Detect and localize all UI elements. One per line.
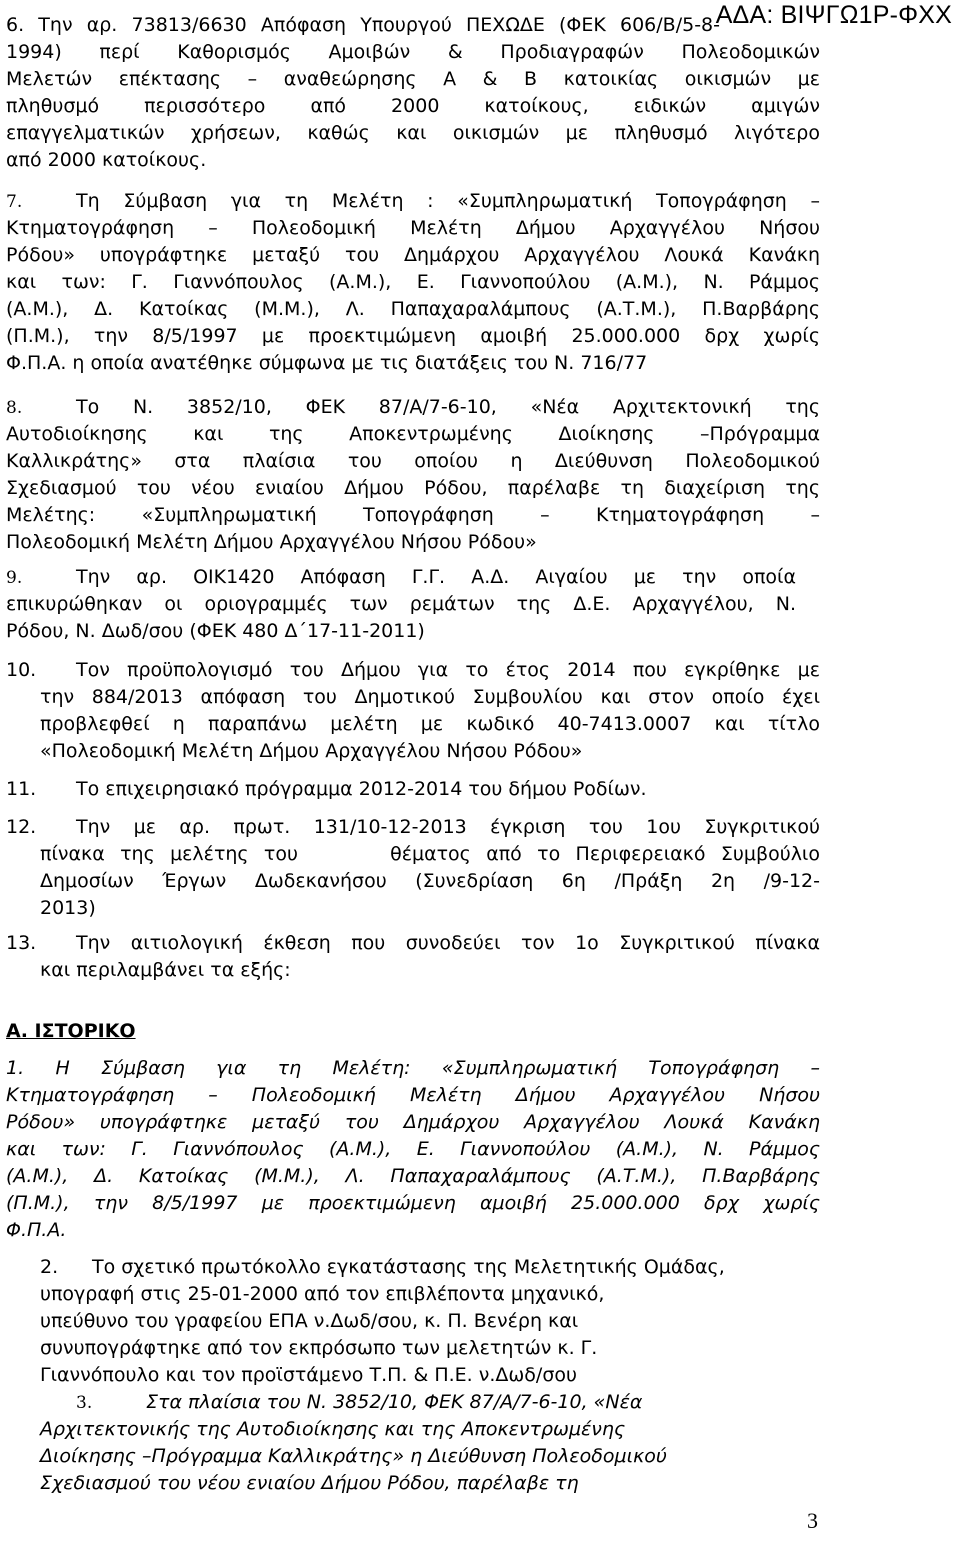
history-1-line: 1. Η Σύμβαση για τη Μελέτη: «Συμπληρωματική Τοπογράφηση – bbox=[6, 1057, 820, 1079]
history-3-line: Αρχιτεκτονικής της Αυτοδιοίκησης και της Αποκεντρωμένης bbox=[40, 1418, 626, 1440]
item-number: 8. bbox=[6, 398, 23, 418]
item-number: 3. bbox=[76, 1393, 93, 1413]
history-3-line: Στα πλαίσια του Ν. 3852/10, ΦΕΚ 87/Α/7-6-10, «Νέα bbox=[146, 1391, 643, 1413]
history-2-line: συνυπογράφτηκε από τον εκπρόσωπο των μελετητών κ. Γ. bbox=[40, 1337, 598, 1359]
history-2-line: υπεύθυνο του γραφείου ΕΠΑ ν.Δωδ/σου, κ. Π. Βενέρη και bbox=[40, 1310, 579, 1332]
item-8-line: Καλλικράτης» στα πλαίσια του οποίου η Διεύθυνση Πολεοδομικού bbox=[6, 450, 820, 472]
item-6-line: Μελετών επέκτασης – αναθεώρησης Α & Β κατοικίας οικισμών με bbox=[6, 68, 820, 90]
item-number: 12. bbox=[6, 816, 37, 838]
history-1-line: (Α.Μ.), Δ. Κατοίκας (Μ.Μ.), Λ. Παπαχαραλάμπους (Α.Τ.Μ.), Π.Βαρβάρης bbox=[6, 1165, 820, 1187]
history-1-line: (Π.Μ.), την 8/5/1997 με προεκτιμώμενη αμοιβή 25.000.000 δρχ χωρίς bbox=[6, 1192, 820, 1214]
item-13-line: και περιλαμβάνει τα εξής: bbox=[40, 959, 291, 981]
page-number: 3 bbox=[807, 1508, 818, 1533]
item-6-line: από 2000 κατοίκους. bbox=[6, 149, 207, 171]
item-12-line: 2013) bbox=[40, 897, 96, 919]
item-number: 9. bbox=[6, 568, 23, 588]
item-7-line: Τη Σύμβαση για τη Μελέτη : «Συμπληρωματική Τοπογράφηση – bbox=[76, 190, 820, 212]
item-8-line: Μελέτης: «Συμπληρωματική Τοπογράφηση – Κτηματογράφηση – bbox=[6, 504, 820, 526]
history-2-line: Το σχετικό πρωτόκολλο εγκατάστασης της Μελετητικής Ομάδας, bbox=[92, 1256, 725, 1278]
item-9-line: Την αρ. ΟΙΚ1420 Απόφαση Γ.Γ. Α.Δ. Αιγαίου με την οποία bbox=[76, 566, 796, 588]
history-3-line: Σχεδιασμού του νέου ενιαίου Δήμου Ρόδου, παρέλαβε τη bbox=[40, 1472, 579, 1494]
item-number: 2. bbox=[40, 1256, 59, 1278]
item-6-line: πληθυσμό περισσότερο από 2000 κατοίκους, ειδικών αμιγών bbox=[6, 95, 820, 117]
item-number: 7. bbox=[6, 192, 23, 212]
item-6-line: επαγγελματικών χρήσεων, καθώς και οικισμών με πληθυσμό λιγότερο bbox=[6, 122, 820, 144]
section-heading: Α. ΙΣΤΟΡΙΚΟ bbox=[6, 1020, 136, 1042]
history-3-line: Διοίκησης –Πρόγραμμα Καλλικράτης» η Διεύθυνση Πολεοδομικού bbox=[40, 1445, 667, 1467]
item-7-line: Κτηματογράφηση – Πολεοδομική Μελέτη Δήμου Αρχαγγέλου Νήσου bbox=[6, 217, 820, 239]
history-1-line: και των: Γ. Γιαννόπουλος (Α.Μ.), Ε. Γιαννοπούλου (Α.Μ.), Ν. Ράμμος bbox=[6, 1138, 820, 1160]
item-7-line: Φ.Π.Α. η οποία ανατέθηκε σύμφωνα με τις διατάξεις του Ν. 716/77 bbox=[6, 352, 648, 374]
item-10-line: την 884/2013 απόφαση του Δημοτικού Συμβουλίου και στον οποίο έχει bbox=[40, 686, 820, 708]
item-6-line: 6. Την αρ. 73813/6630 Απόφαση Υπουργού ΠΕΧΩΔΕ (ΦΕΚ 606/Β/5-8- bbox=[6, 14, 720, 36]
ada-code: ΑΔΑ: ΒΙΨΓΩ1Ρ-ΦΧΧ bbox=[715, 1, 952, 29]
item-8-line: Πολεοδομική Μελέτη Δήμου Αρχαγγέλου Νήσου Ρόδου» bbox=[6, 531, 537, 553]
item-10-line: προβλεφθεί η παραπάνω μελέτη με κωδικό 40-7413.0007 και τίτλο bbox=[40, 713, 820, 735]
item-number: 11. bbox=[6, 778, 37, 800]
item-8-line: Το Ν. 3852/10, ΦΕΚ 87/Α/7-6-10, «Νέα Αρχιτεκτονική της bbox=[76, 396, 820, 418]
history-1-line: Κτηματογράφηση – Πολεοδομική Μελέτη Δήμου Αρχαγγέλου Νήσου bbox=[6, 1084, 820, 1106]
history-2-line: Γιαννόπουλο και τον προϊστάμενο Τ.Π. & Π.Ε. ν.Δωδ/σου bbox=[40, 1364, 577, 1386]
history-2-line: υπογραφή στις 25-01-2000 από τον επιβλέποντα μηχανικό, bbox=[40, 1283, 605, 1305]
item-13-line: Την αιτιολογική έκθεση που συνοδεύει τον 1ο Συγκριτικού πίνακα bbox=[76, 932, 820, 954]
item-8-line: Αυτοδιοίκησης και της Αποκεντρωμένης Διοίκησης –Πρόγραμμα bbox=[6, 423, 820, 445]
item-7-line: Ρόδου» υπογράφτηκε μεταξύ του Δημάρχου Αρχαγγέλου Λουκά Κανάκη bbox=[6, 244, 820, 266]
item-10-line: Τον προϋπολογισμό του Δήμου για το έτος 2014 που εγκρίθηκε με bbox=[76, 659, 820, 681]
item-number: 13. bbox=[6, 932, 37, 954]
item-6-line: 1994) περί Καθορισμός Αμοιβών & Προδιαγραφών Πολεοδομικών bbox=[6, 41, 820, 63]
item-7-line: (Π.Μ.), την 8/5/1997 με προεκτιμώμενη αμοιβή 25.000.000 δρχ χωρίς bbox=[6, 325, 820, 347]
item-12-line: πίνακα της μελέτης του θέματος από το Περιφερειακό Συμβούλιο bbox=[40, 843, 820, 865]
item-12-line: Την με αρ. πρωτ. 131/10-12-2013 έγκριση του 1ου Συγκριτικού bbox=[76, 816, 820, 838]
item-11-line: Το επιχειρησιακό πρόγραμμα 2012-2014 του δήμου Ροδίων. bbox=[76, 778, 647, 800]
item-9-line: επικυρώθηκαν οι οριογραμμές των ρεμάτων της Δ.Ε. Αρχαγγέλου, Ν. bbox=[6, 593, 796, 615]
item-number: 10. bbox=[6, 659, 37, 681]
history-1-line: Φ.Π.Α. bbox=[6, 1219, 67, 1241]
item-10-line: «Πολεοδομική Μελέτη Δήμου Αρχαγγέλου Νήσου Ρόδου» bbox=[40, 740, 583, 762]
history-1-line: Ρόδου» υπογράφτηκε μεταξύ του Δημάρχου Αρχαγγέλου Λουκά Κανάκη bbox=[6, 1111, 820, 1133]
item-7-line: και των: Γ. Γιαννόπουλος (Α.Μ.), Ε. Γιαννοπούλου (Α.Μ.), Ν. Ράμμος bbox=[6, 271, 820, 293]
item-9-line: Ρόδου, Ν. Δωδ/σου (ΦΕΚ 480 Δ΄17-11-2011) bbox=[6, 620, 425, 642]
item-8-line: Σχεδιασμού του νέου ενιαίου Δήμου Ρόδου, παρέλαβε τη διαχείριση της bbox=[6, 477, 820, 499]
item-12-line: Δημοσίων Έργων Δωδεκανήσου (Συνεδρίαση 6η /Πράξη 2η /9-12- bbox=[40, 870, 820, 892]
item-7-line: (Α.Μ.), Δ. Κατοίκας (Μ.Μ.), Λ. Παπαχαραλάμπους (Α.Τ.Μ.), Π.Βαρβάρης bbox=[6, 298, 820, 320]
